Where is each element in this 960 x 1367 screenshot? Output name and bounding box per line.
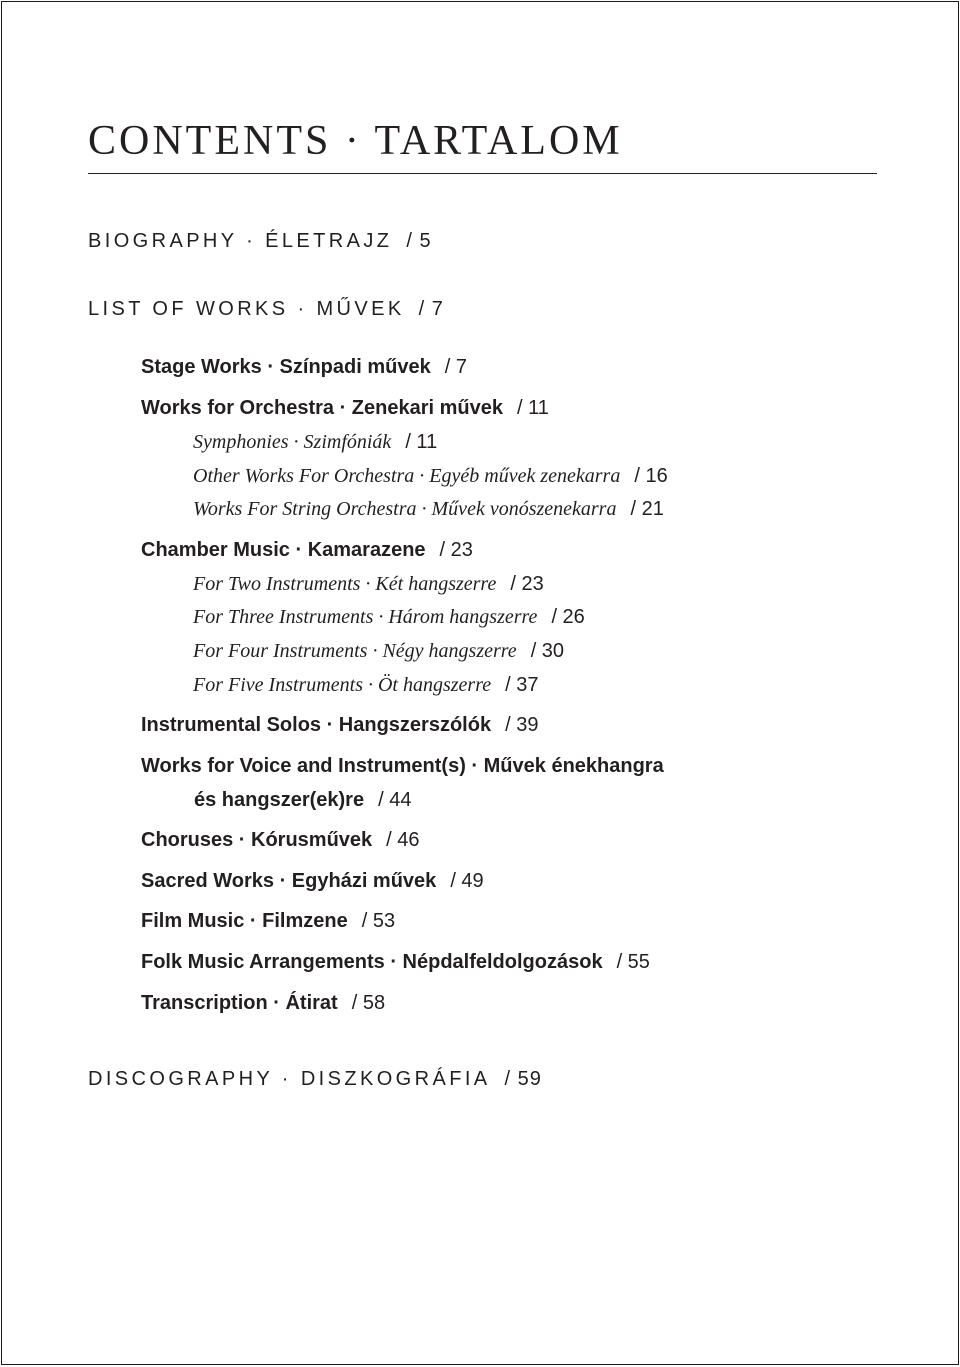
toc-section-list-of-works[interactable] bbox=[88, 299, 444, 319]
toc-label: Choruses · Kórusművek bbox=[141, 829, 373, 851]
toc-page-number: / 16 bbox=[634, 465, 668, 487]
contents-page bbox=[1, 1, 959, 1365]
toc-page-number: / 26 bbox=[551, 606, 585, 628]
toc-entry-two-instruments[interactable] bbox=[193, 574, 544, 594]
toc-label: Works For String Orchestra · Művek vonószenekarra bbox=[193, 498, 617, 520]
toc-page-number: / 21 bbox=[630, 498, 664, 520]
toc-entry-symphonies[interactable] bbox=[193, 432, 437, 452]
toc-label: For Four Instruments · Négy hangszerre bbox=[193, 640, 517, 662]
toc-label: BIOGRAPHY · ÉLETRAJZ bbox=[88, 230, 393, 252]
toc-entry-orchestra[interactable] bbox=[141, 398, 549, 418]
toc-label: DISCOGRAPHY · DISZKOGRÁFIA bbox=[88, 1068, 491, 1090]
toc-entry-transcription[interactable] bbox=[141, 993, 385, 1013]
toc-entry-voice-line2[interactable] bbox=[194, 790, 411, 810]
toc-page-number: / 30 bbox=[530, 640, 565, 662]
toc-label: Symphonies · Szimfóniák bbox=[193, 431, 392, 453]
toc-label: Folk Music Arrangements · Népdalfeldolgozások bbox=[141, 951, 603, 973]
toc-page-number: / 46 bbox=[386, 829, 420, 851]
toc-page-number: / 7 bbox=[418, 298, 444, 320]
toc-page-number: / 59 bbox=[504, 1068, 542, 1090]
toc-page-number: / 49 bbox=[450, 870, 484, 892]
toc-label: Chamber Music · Kamarazene bbox=[141, 539, 426, 561]
toc-page-number: / 39 bbox=[505, 714, 539, 736]
toc-label: Film Music · Filmzene bbox=[141, 910, 348, 932]
toc-page-number: / 7 bbox=[444, 356, 467, 378]
toc-label: For Three Instruments · Három hangszerre bbox=[193, 606, 538, 628]
toc-entry-choruses[interactable] bbox=[141, 830, 420, 850]
toc-label: Sacred Works · Egyházi művek bbox=[141, 870, 437, 892]
toc-label: Other Works For Orchestra · Egyéb művek zenekarra bbox=[193, 465, 621, 487]
toc-entry-chamber[interactable] bbox=[141, 540, 473, 560]
toc-page-number: / 5 bbox=[406, 230, 432, 252]
toc-section-discography[interactable] bbox=[88, 1069, 542, 1089]
toc-entry-five-instruments[interactable] bbox=[193, 675, 538, 695]
toc-label: Works for Orchestra · Zenekari művek bbox=[141, 397, 503, 419]
toc-entry-three-instruments[interactable] bbox=[193, 607, 585, 627]
toc-page-number: / 58 bbox=[351, 992, 386, 1014]
toc-page-number: / 53 bbox=[361, 910, 396, 932]
toc-entry-string-orchestra[interactable] bbox=[193, 499, 664, 519]
toc-entry-instrumental-solos[interactable] bbox=[141, 715, 538, 735]
toc-page-number: / 37 bbox=[505, 674, 539, 696]
toc-section-biography[interactable] bbox=[88, 231, 432, 251]
toc-page-number: / 23 bbox=[439, 539, 473, 561]
toc-page-number: / 23 bbox=[510, 573, 544, 595]
toc-label: For Two Instruments · Két hangszerre bbox=[193, 573, 497, 595]
page-title: CONTENTS · TARTALOM bbox=[88, 118, 623, 164]
toc-entry-film-music[interactable] bbox=[141, 911, 395, 931]
toc-label: Instrumental Solos · Hangszerszólók bbox=[141, 714, 492, 736]
title-rule bbox=[88, 173, 877, 174]
toc-label: Stage Works · Színpadi művek bbox=[141, 356, 431, 378]
toc-entry-sacred-works[interactable] bbox=[141, 871, 484, 891]
toc-entry-stage-works[interactable] bbox=[141, 357, 467, 377]
toc-page-number: / 44 bbox=[378, 789, 412, 811]
toc-entry-voice-line1[interactable] bbox=[141, 756, 664, 776]
toc-entry-other-orchestra[interactable] bbox=[193, 466, 668, 486]
toc-page-number: / 55 bbox=[616, 951, 650, 973]
toc-page-number: / 11 bbox=[517, 397, 549, 419]
toc-label: Transcription · Átirat bbox=[141, 992, 338, 1014]
toc-label: For Five Instruments · Öt hangszerre bbox=[193, 674, 492, 696]
toc-entry-four-instruments[interactable] bbox=[193, 641, 564, 661]
toc-label: Works for Voice and Instrument(s) · Művek énekhangra bbox=[141, 755, 664, 777]
toc-page-number: / 11 bbox=[405, 431, 438, 453]
toc-label: és hangszer(ek)re bbox=[194, 789, 365, 811]
toc-label: LIST OF WORKS · MŰVEK bbox=[88, 298, 405, 320]
toc-entry-folk-music[interactable] bbox=[141, 952, 650, 972]
